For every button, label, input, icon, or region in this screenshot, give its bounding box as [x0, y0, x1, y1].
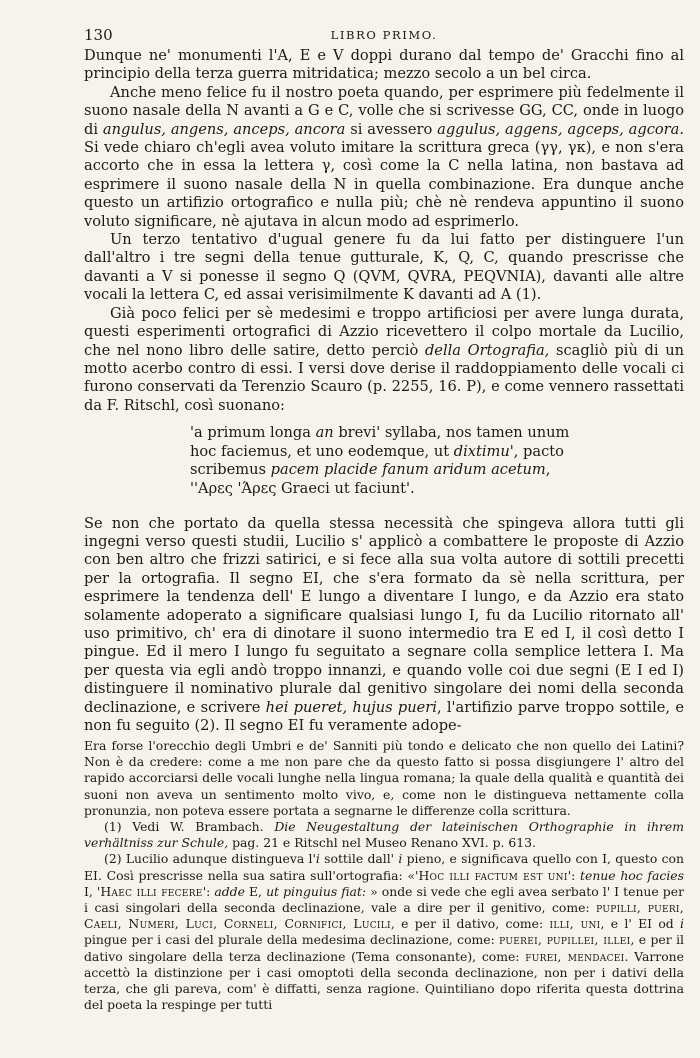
main-text	[84, 47, 684, 735]
verse-line: 'a primum longa an brevi' syllaba, nos tamen unum	[190, 424, 570, 442]
footnote-continuation: Era forse l'orecchio degli Umbri e de' Sanniti più tondo e delicato che non quello dei Latini? Non è da credere: come a me non pare che da questo fatto si possa disgiungere l' altro del rapido accorciarsi delle vocali lunghe nella lingua romana; la quale della qualità e quantità dei suoni non aveva un sentimento molto vivo, e, come non le distingueva nettamente colla pronunzia, non poteva essere portata a segnarne le differenze colla scrittura.	[84, 738, 684, 818]
running-head: LIBRO PRIMO.	[330, 28, 438, 42]
paragraph-guttural: Un terzo tentativo d'ugual genere fu da lui fatto per distinguere l'un dall'altro i tre segni della tenue gutturale, K, Q, C, quando prescrisse che davanti a V si ponesse il segno Q (QVM, QVRA, PEQVNIA), davanti alle altre vocali la lettera C, ed assai verisimilmente K davanti ad A (1).	[84, 231, 684, 304]
footnote-1: (1) Vedi W. Brambach. Die Neugestaltung der lateinischen Orthographie in ihrem verhältniss zur Schule, pag. 21 e Ritschl nel Museo Renano XVI. p. 613.	[84, 819, 684, 851]
verse-line: ''Αρες 'Άρες Graeci ut faciunt'.	[190, 479, 415, 497]
page-header	[84, 26, 684, 46]
footnotes	[84, 738, 684, 1013]
paragraph-continuation: Dunque ne' monumenti l'A, E e V doppi durano dal tempo de' Gracchi fino al principio della terza guerra mitridatica; mezzo secolo a un bel circa.	[84, 47, 684, 83]
paragraph-nasal-n: Anche meno felice fu il nostro poeta quando, per esprimere più fedelmente il suono nasale della N avanti a G e C, volle che si scrivesse GG, CC, onde in luogo di angulus, angens, anceps, ancora si avessero aggulus, aggens, agceps, agcora. Si vede chiaro ch'egli avea voluto imitare la scrittura greca (γγ, γκ), e non s'era accorto che in essa la lettera γ, così come la C nella latina, non bastava ad esprimere il suono nasale della N in quella combinazione. Era dunque anche questo un artifizio ortografico e nulla più; chè nè rendeva appuntino il suono voluto significare, nè ajutava in alcun modo ad esprimerlo.	[84, 83, 684, 230]
verse-line: hoc faciemus, et uno eodemque, ut dixtimu', pacto	[190, 442, 564, 460]
footnote-2: (2) Lucilio adunque distingueva l'i sottile dall' i pieno, e significava quello con I, questo con EI. Così prescrisse nella sua satira sull'ortografia: «'Hoc illi factum est uni': tenue hoc facies I, 'Haec illi fecere': adde E, ut pinguius fiat: » onde si vede che egli avea serbato l' I tenue per i casi singolari della seconda declinazione, vale a dire per il genitivo, come: pupilli, pueri, Caeli, Numeri, Luci, Corneli, Cornifici, Lucili, e per il dativo, come: illi, uni, e l' EI od i pingue per i casi del plurale della medesima declinazione, come: puerei, pupillei, illei, e per il dativo singolare della terza declinazione (Tema consonante), come: furei, mendacei. Varrone accettò la distinzione per i casi omoptoti della seconda declinazione, non per i dativi della terza, che gli pareva, com' è diffatti, senza ragione. Quintiliano dopo riferita questa dottrina del poeta la respinge per tutti	[84, 851, 684, 1013]
verse-quotation	[190, 424, 684, 498]
paragraph-ei-sign: Se non che portato da quella stessa necessità che spingeva allora tutti gli ingegni verso questi studii, Lucilio s' applicò a combattere le proposte di Azzio con ben altro che frizzi satirici, e si fece alla sua volta autore di sottili precetti per la ortografia. Il segno EI, che s'era formato da sè nella scrittura, per esprimere la tendenza dell' E lungo a diventare I lungo, e da Azzio era stato solamente adoperato a significare qualsiasi lungo I, fu da Lucilio ritornato all' uso primitivo, ch' era di dinotare il suono intermedio tra E ed I, il così detto I pingue. Ed il mero I lungo fu seguitato a segnare colla semplice lettera I. Ma per questa via egli andò troppo innanzi, e quando volle coi due segni (E I ed I) distinguere il nominativo plurale dal genitivo singolare dei nomi della seconda declinazione, e scrivere hei pueret, hujus pueri, l'artifizio parve troppo sottile, e non fu seguito (2). Il segno EI fu veramente adope-	[84, 514, 684, 734]
paragraph-lucilio: Già poco felici per sè medesimi e troppo artificiosi per avere lunga durata, questi esperimenti ortografici di Azzio ricevettero il colpo mortale da Lucilio, che nel nono libro delle satire, detto perciò della Ortografia, scagliò più di un motto acerbo contro di essi. I versi dove derise il raddoppiamento delle vocali ci furono conservati da Terenzio Scauro (p. 2255, 16. P), e come vennero rassettati da F. Ritschl, così suonano:	[84, 304, 684, 414]
page-number: 130	[84, 26, 113, 44]
verse-line: scribemus pacem placide fanum aridum acetum,	[190, 461, 551, 479]
